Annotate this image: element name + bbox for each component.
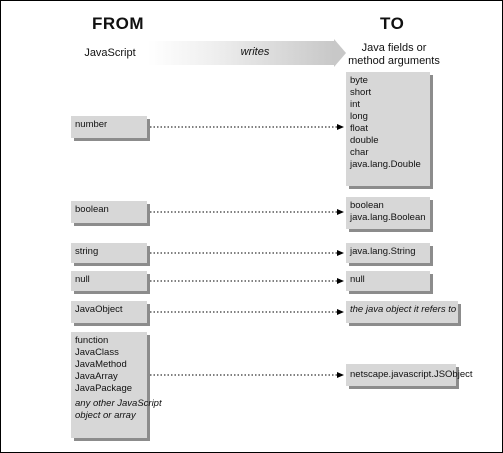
from-item: JavaMethod <box>75 359 127 370</box>
from-subheading: JavaScript <box>84 47 136 59</box>
to-subheading-line1: Java fields or <box>361 42 427 54</box>
from-note: any other JavaScript <box>75 398 162 409</box>
to-subheading-line2: method arguments <box>348 55 440 67</box>
to-item: java.lang.Boolean <box>350 212 426 223</box>
from-item: JavaObject <box>75 304 123 315</box>
from-item: JavaPackage <box>75 383 133 394</box>
writes-label: writes <box>240 46 270 58</box>
to-item: char <box>350 147 369 158</box>
from-item: boolean <box>75 204 109 215</box>
to-item: int <box>350 99 361 110</box>
to-item: netscape.javascript.JSObject <box>350 369 473 380</box>
to-item: java.lang.Double <box>350 159 421 170</box>
to-item: null <box>350 274 365 285</box>
to-item: the java object it refers to <box>350 304 457 315</box>
from-item: null <box>75 274 90 285</box>
to-item: long <box>350 111 368 122</box>
to-item: byte <box>350 75 368 86</box>
from-heading: FROM <box>92 14 145 33</box>
from-item: number <box>75 119 108 130</box>
from-item: string <box>75 246 99 257</box>
to-item: java.lang.String <box>350 246 416 257</box>
to-item: float <box>350 123 368 134</box>
to-item: double <box>350 135 379 146</box>
from-item: JavaArray <box>75 371 118 382</box>
from-note: object or array <box>75 410 136 421</box>
to-item: short <box>350 87 372 98</box>
from-item: function <box>75 335 109 346</box>
to-heading: TO <box>380 14 405 33</box>
from-item: JavaClass <box>75 347 119 358</box>
to-item: boolean <box>350 200 384 211</box>
